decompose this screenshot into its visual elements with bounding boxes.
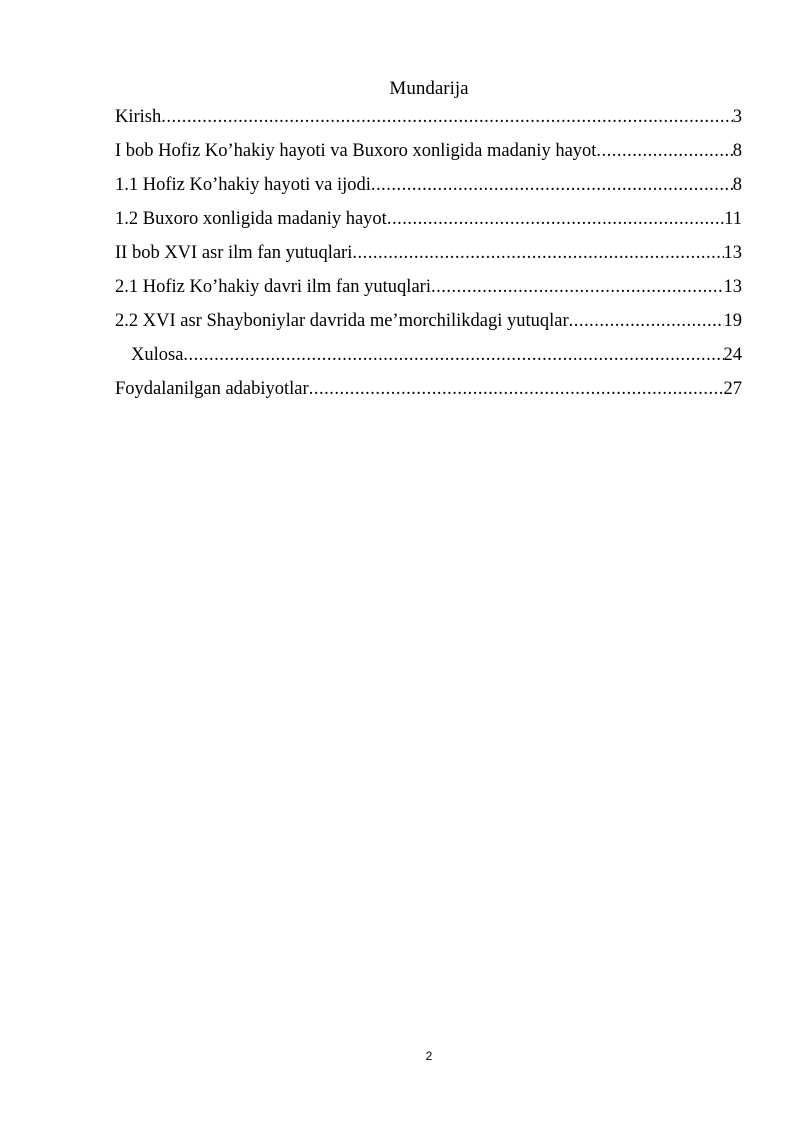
- toc-dot-leader: [387, 206, 724, 232]
- toc-entry-label: 2.2 XVI asr Shayboniylar davrida me’morchilikdagi yutuqlar: [115, 311, 569, 331]
- toc-entry-page: 13: [723, 243, 742, 263]
- toc-dot-leader: [309, 376, 724, 402]
- toc-dot-leader: [183, 342, 723, 368]
- toc-entry-label: Kirish: [115, 107, 162, 127]
- toc-dot-leader: [352, 240, 723, 266]
- toc-title: Mundarija: [389, 78, 469, 99]
- toc-entry-section-1-2[interactable]: [115, 206, 742, 240]
- toc-entry-bibliography[interactable]: [115, 376, 742, 410]
- table-of-contents: [115, 104, 742, 410]
- toc-dot-leader: [371, 172, 733, 198]
- toc-entry-label: Xulosa: [131, 345, 184, 365]
- toc-dot-leader: [596, 138, 732, 164]
- toc-entry-label: II bob XVI asr ilm fan yutuqlari: [115, 243, 353, 263]
- toc-entry-page: 8: [732, 141, 742, 161]
- toc-entry-label: Foydalanilgan adabiyotlar: [115, 379, 309, 399]
- toc-entry-section-2-2[interactable]: [115, 308, 742, 342]
- toc-dot-leader: [569, 308, 724, 334]
- toc-entry-page: 27: [723, 379, 742, 399]
- toc-dot-leader: [431, 274, 724, 300]
- toc-entry-label: 2.1 Hofiz Ko’hakiy davri ilm fan yutuqlari: [115, 277, 431, 297]
- toc-entry-page: 19: [723, 311, 742, 331]
- toc-entry-section-1-1[interactable]: [115, 172, 742, 206]
- page-number: 2: [425, 1049, 433, 1063]
- toc-entry-section-2-1[interactable]: [115, 274, 742, 308]
- toc-entry-page: 11: [724, 209, 742, 229]
- toc-dot-leader: [161, 104, 733, 130]
- toc-entry-page: 8: [732, 175, 742, 195]
- toc-entry-kirish[interactable]: [115, 104, 742, 138]
- toc-entry-label: I bob Hofiz Ko’hakiy hayoti va Buxoro xonligida madaniy hayot: [115, 141, 597, 161]
- toc-entry-page: 13: [723, 277, 742, 297]
- toc-entry-chapter-1[interactable]: [115, 138, 742, 172]
- toc-entry-page: 3: [732, 107, 742, 127]
- toc-entry-label: 1.2 Buxoro xonligida madaniy hayot: [115, 209, 387, 229]
- toc-entry-chapter-2[interactable]: [115, 240, 742, 274]
- toc-entry-page: 24: [723, 345, 742, 365]
- toc-entry-xulosa[interactable]: [115, 342, 742, 376]
- toc-entry-label: 1.1 Hofiz Ko’hakiy hayoti va ijodi: [115, 175, 371, 195]
